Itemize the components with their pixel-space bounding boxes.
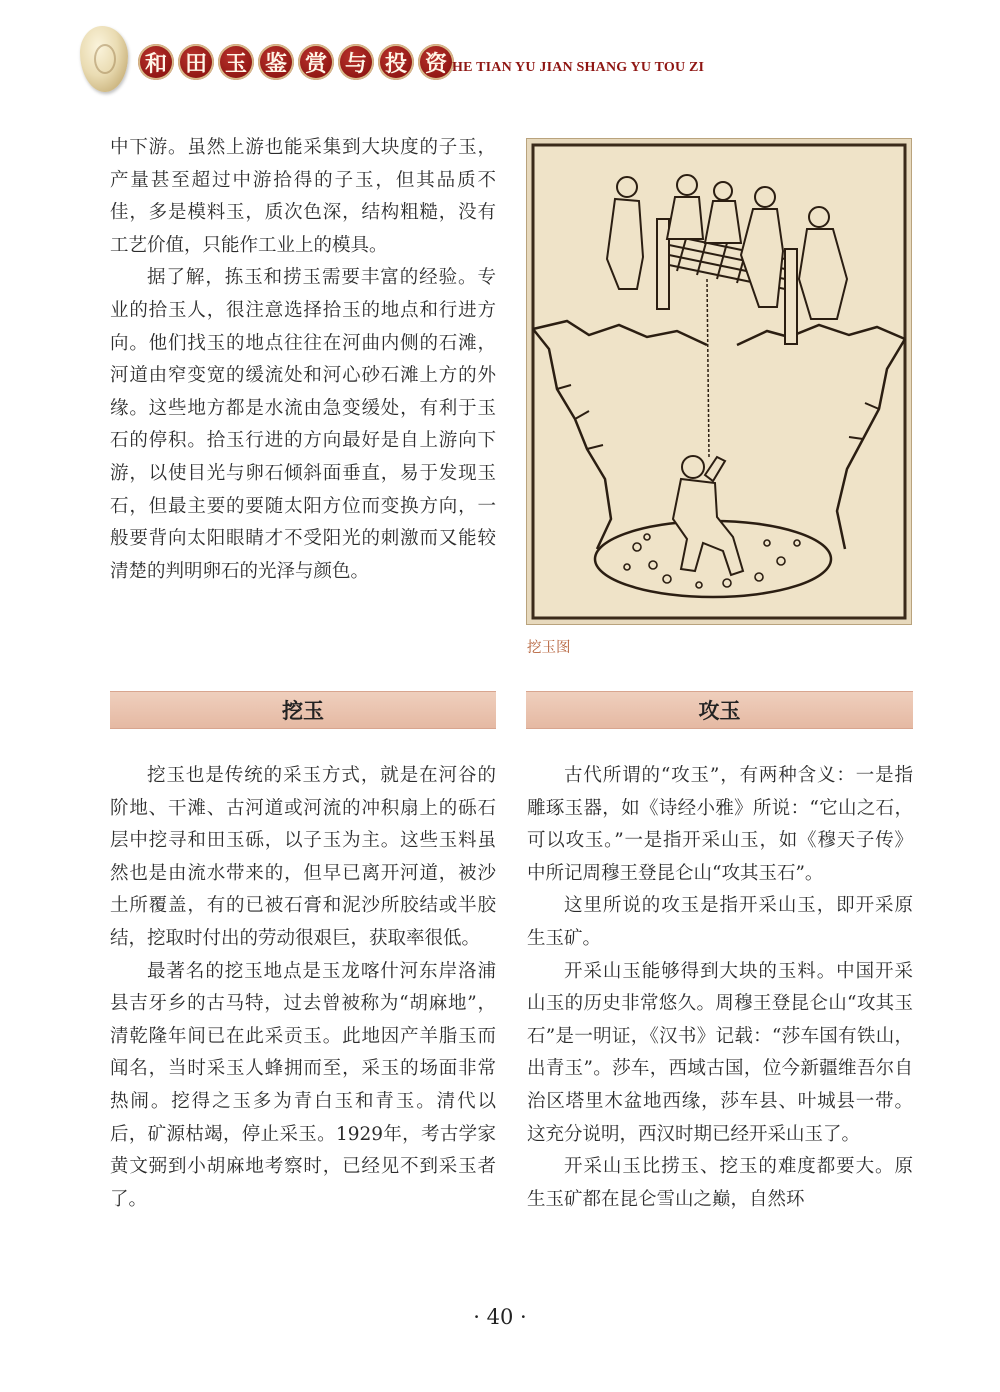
paragraph: 挖玉也是传统的采玉方式，就是在河谷的阶地、干滩、古河道或河流的冲积扇上的砾石层中挖寻和田玉砾，以子玉为主。这些玉料虽然也是由流水带来的，但早已离开河道，被沙土所覆盖，有的已被石膏和泥沙所胶结或半胶结，挖取时付出的劳动很艰巨，获取率很低。 (110, 765, 496, 949)
woodcut-drawing (527, 139, 911, 624)
title-char: 赏 (298, 44, 334, 80)
title-char: 田 (178, 44, 214, 80)
title-char: 鉴 (258, 44, 294, 80)
paragraph: 最著名的挖玉地点是玉龙喀什河东岸洛浦县吉牙乡的古马特，过去曾被称为“胡麻地”，清乾隆年间已在此采贡玉。此地因产羊脂玉而闻名，当时采玉人蜂拥而至，采玉的场面非常热闹。挖得之玉多为青白玉和青玉。清代以后，矿源枯竭，停止采玉。1929年，考古学家黄文弼到小胡麻地考察时，已经见不到采玉者了。 (110, 960, 496, 1210)
section-heading-gongyu: 攻玉 (526, 691, 913, 729)
paragraph: 开采山玉能够得到大块的玉料。中国开采山玉的历史非常悠久。周穆王登昆仑山“攻其玉石”是一明证，《汉书》记载：“莎车国有铁山，出青玉”。莎车，西域古国，位今新疆维吾尔自治区塔里木盆地西缘，莎车县、叶城县一带。这充分说明，西汉时期已经开采山玉了。 (527, 960, 913, 1145)
book-title (138, 42, 458, 82)
section-heading-wayu: 挖玉 (110, 691, 496, 729)
title-char: 资 (418, 44, 454, 80)
figure-caption: 挖玉图 (527, 640, 571, 656)
right-text-column (527, 760, 913, 1216)
page-header (0, 0, 1000, 110)
book-title-pinyin: HE TIAN YU JIAN SHANG YU TOU ZI (452, 60, 705, 75)
jade-pendant-icon (80, 26, 128, 92)
left-text-column (110, 760, 496, 1216)
title-char: 玉 (218, 44, 254, 80)
paragraph: 这里所说的攻玉是指开采山玉，即开采原生玉矿。 (527, 895, 913, 949)
title-char: 投 (378, 44, 414, 80)
jade-digging-illustration (526, 138, 912, 625)
title-char: 与 (338, 44, 374, 80)
paragraph: 中下游。虽然上游也能采集到大块度的子玉，产量甚至超过中游拾得的子玉，但其品质不佳，多是模料玉，质次色深，结构粗糙，没有工艺价值，只能作工业上的模具。 (110, 137, 496, 256)
title-char: 和 (138, 44, 174, 80)
top-text-column (110, 132, 496, 588)
paragraph: 古代所谓的“攻玉”，有两种含义：一是指雕琢玉器，如《诗经小雅》所说：“它山之石，可以攻玉。”一是指开采山玉，如《穆天子传》中所记周穆王登昆仑山“攻其玉石”。 (527, 765, 913, 884)
paragraph: 开采山玉比捞玉、挖玉的难度都要大。原生玉矿都在昆仑雪山之巅，自然环 (527, 1156, 913, 1210)
paragraph: 据了解，拣玉和捞玉需要丰富的经验。专业的拾玉人，很注意选择拾玉的地点和行进方向。他们找玉的地点往往在河曲内侧的石滩，河道由窄变宽的缓流处和河心砂石滩上方的外缘。这些地方都是水流由急变缓处，有利于玉石的停积。拾玉行进的方向最好是自上游向下游，以使目光与卵石倾斜面垂直，易于发现玉石，但最主要的要随太阳方位而变换方向，一般要背向太阳眼睛才不受阳光的刺激而又能较清楚的判明卵石的光泽与颜色。 (110, 267, 496, 582)
page-number: · 40 · (473, 1305, 527, 1329)
